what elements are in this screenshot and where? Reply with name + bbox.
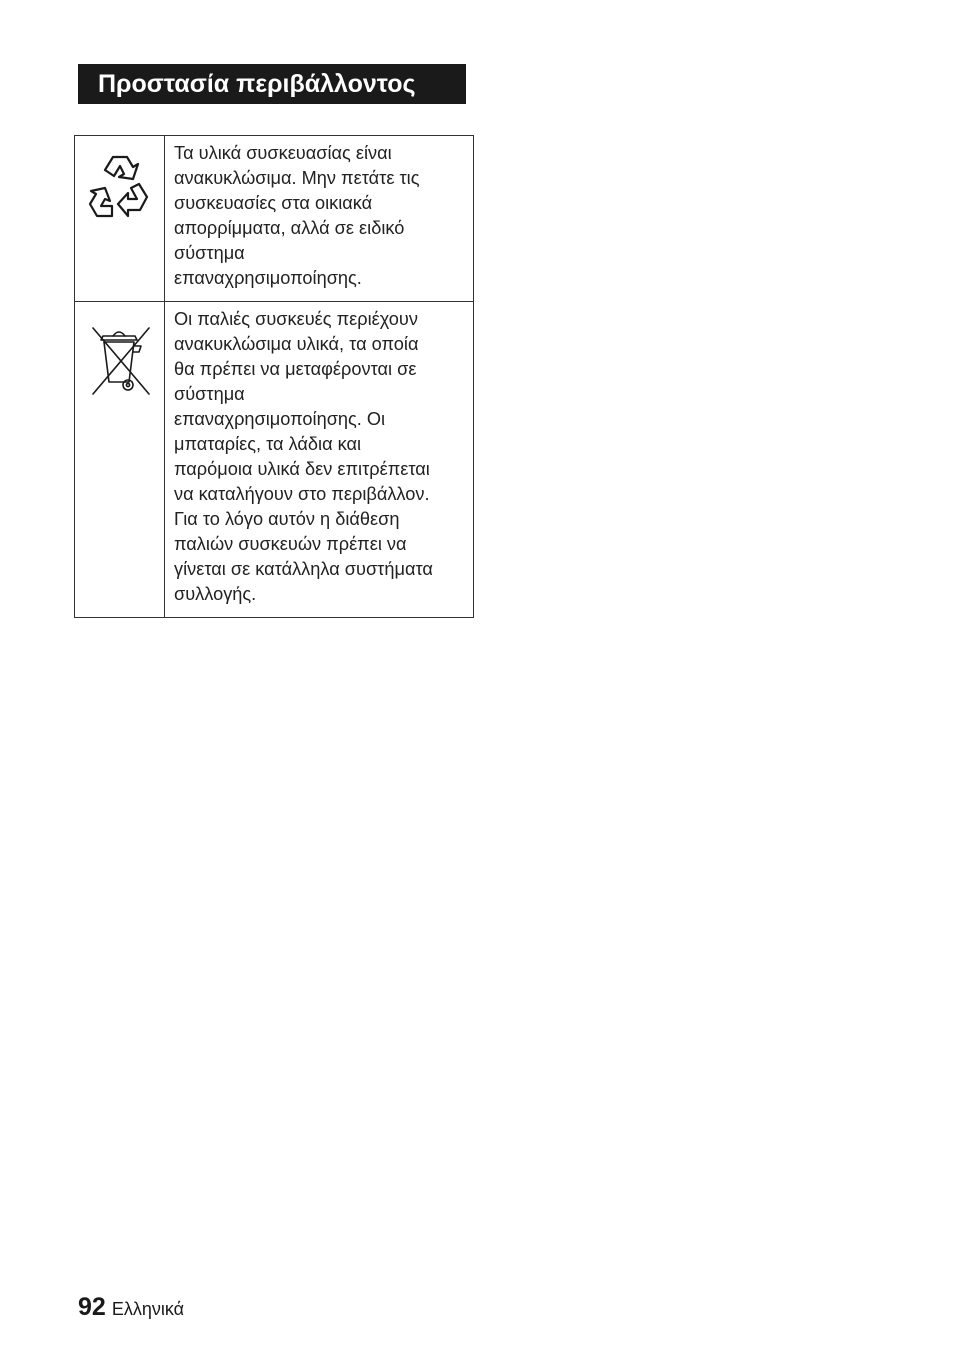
disposal-info-text xyxy=(165,302,474,618)
text-line: ανακυκλώσιμα υλικά, τα οποία xyxy=(174,334,419,354)
page-title: Προστασία περιβάλλοντος xyxy=(78,64,466,104)
text-line: επαναχρησιμοποίησης. xyxy=(174,268,362,288)
crossed-out-bin-icon xyxy=(89,324,153,398)
recycling-info-text xyxy=(165,136,474,302)
environment-info-table xyxy=(74,135,474,618)
text-line: συσκευασίες στα οικιακά xyxy=(174,193,373,213)
table-row xyxy=(75,302,474,618)
text-line: επαναχρησιμοποίησης. Οι xyxy=(174,409,386,429)
text-line: παρόμοια υλικά δεν επιτρέπεται xyxy=(174,459,430,479)
text-line: ανακυκλώσιμα. Μην πετάτε τις xyxy=(174,168,420,188)
recycle-icon xyxy=(81,152,157,228)
text-line: να καταλήγουν στο περιβάλλον. xyxy=(174,484,430,504)
text-line: απορρίμματα, αλλά σε ειδικό xyxy=(174,218,405,238)
text-line: μπαταρίες, τα λάδια και xyxy=(174,434,362,454)
table-row xyxy=(75,136,474,302)
page-number: 92 xyxy=(78,1293,106,1321)
text-line: Οι παλιές συσκευές περιέχουν xyxy=(174,309,418,329)
text-line: Για το λόγο αυτόν η διάθεση xyxy=(174,509,400,529)
icon-cell xyxy=(75,136,165,302)
page-footer xyxy=(78,1292,184,1324)
text-line: Τα υλικά συσκευασίας είναι xyxy=(174,143,392,163)
text-line: σύστημα xyxy=(174,384,245,404)
text-line: θα πρέπει να μεταφέρονται σε xyxy=(174,359,417,379)
icon-cell xyxy=(75,302,165,618)
footer-language: Ελληνικά xyxy=(111,1299,185,1319)
text-line: γίνεται σε κατάλληλα συστήματα xyxy=(174,559,433,579)
text-line: παλιών συσκευών πρέπει να xyxy=(174,534,407,554)
text-line: συλλογής. xyxy=(174,584,257,604)
text-line: σύστημα xyxy=(174,243,245,263)
